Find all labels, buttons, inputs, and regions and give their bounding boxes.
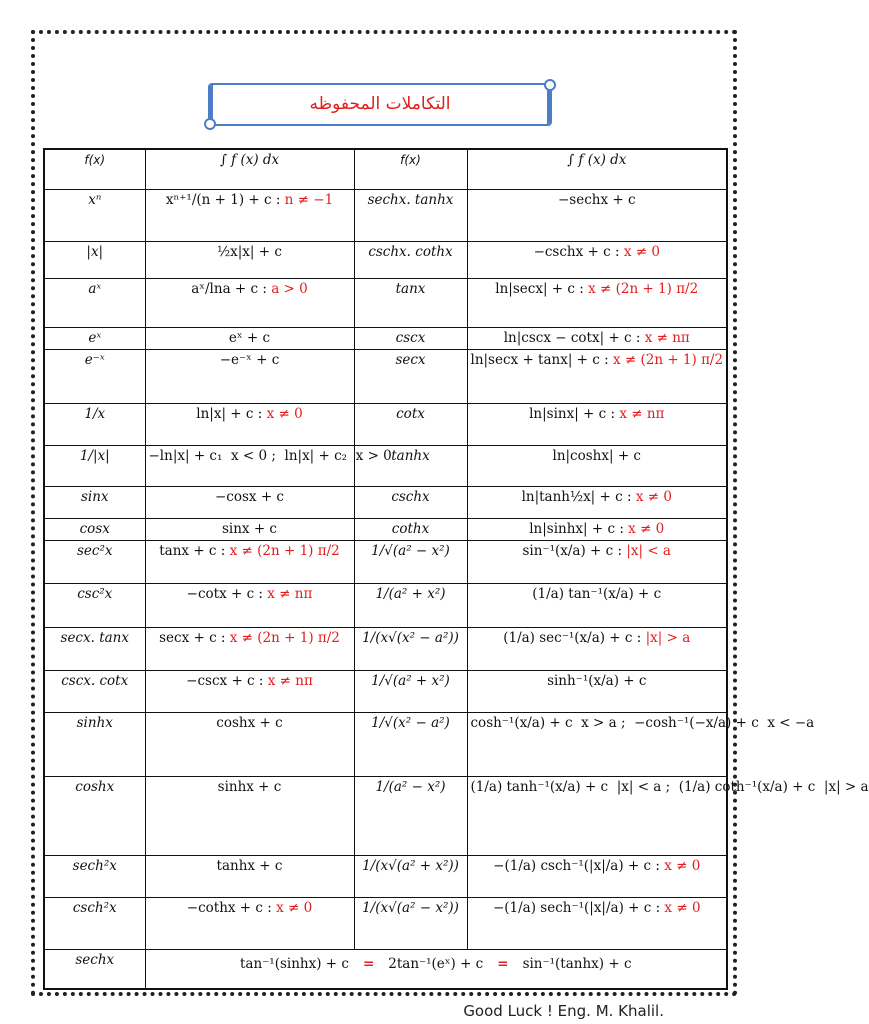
integral-cell <box>145 349 354 403</box>
header-row <box>44 149 727 189</box>
result-text: ln|secx| + c : <box>495 280 584 297</box>
condition-text: |x| < a <box>622 542 671 559</box>
result-text: sinhx + c <box>217 778 282 795</box>
function-cell <box>354 776 467 855</box>
function-cell <box>44 776 145 855</box>
function-cell <box>44 327 145 349</box>
integral-cell <box>467 241 727 278</box>
condition-text: x ≠ 0 <box>631 488 672 505</box>
function-cell <box>44 583 145 627</box>
integral-cell <box>145 327 354 349</box>
integral-cell <box>467 540 727 583</box>
table-row <box>44 670 727 712</box>
scroll-curl-right <box>544 79 556 91</box>
condition-text: x ≠ 0 <box>271 899 313 916</box>
function-text: cosx <box>79 520 110 537</box>
table-row <box>44 241 727 278</box>
equals-sign: = <box>362 955 375 972</box>
header-fx-1: f(x) <box>44 149 145 189</box>
function-cell <box>354 670 467 712</box>
result-text: ½x|x| + c <box>217 243 282 260</box>
table-row <box>44 627 727 670</box>
function-text: 1/√(a² − x²) <box>371 542 450 559</box>
result-text: tanhx + c <box>216 857 283 874</box>
result-text: −cotx + c : <box>186 585 263 602</box>
condition-text: x ≠ nπ <box>262 585 313 602</box>
function-cell <box>44 241 145 278</box>
integral-cell <box>467 776 869 855</box>
header-integral-1: ∫ f (x) dx <box>145 149 354 189</box>
function-cell <box>354 855 467 897</box>
function-cell <box>354 897 467 949</box>
condition-text: x ≠ (2n + 1) π/2 <box>225 542 340 559</box>
function-text: csc²x <box>77 585 113 602</box>
result-text: −(1/a) csch⁻¹(|x|/a) + c : <box>493 857 660 874</box>
table-row <box>44 855 727 897</box>
integral-cell <box>467 189 727 241</box>
table-row-last <box>44 949 727 989</box>
function-text: aˣ <box>88 280 102 297</box>
function-text: 1/|x| <box>79 447 110 464</box>
condition-text: a > 0 <box>266 280 308 297</box>
result-text: −sechx + c <box>557 191 636 208</box>
result-text: coshx + c <box>216 714 283 731</box>
function-text: cscx. cotx <box>61 672 129 689</box>
condition-text: x ≠ (2n + 1) π/2 <box>583 280 699 297</box>
title-banner <box>208 83 552 126</box>
function-text: 1/(a² + x²) <box>375 585 446 602</box>
result-text: ln|cscx − cotx| + c : <box>503 329 641 346</box>
integral-cell <box>145 627 354 670</box>
integral-cell <box>467 403 727 445</box>
function-cell <box>354 189 467 241</box>
integral-cell <box>145 776 354 855</box>
condition-text: x ≠ 0 <box>262 405 303 422</box>
function-text: 1/x <box>84 405 106 422</box>
result-text: sin⁻¹(x/a) + c : <box>522 542 623 559</box>
function-cell <box>44 897 145 949</box>
function-text: cscx <box>395 329 426 346</box>
equivalent-form: sin⁻¹(tanhx) + c <box>522 955 632 972</box>
integral-cell <box>467 486 727 518</box>
table-row <box>44 189 727 241</box>
function-cell <box>44 486 145 518</box>
integral-cell-merged <box>145 949 727 989</box>
result-text: −cscx + c : <box>186 672 264 689</box>
function-text: csch²x <box>72 899 117 916</box>
function-text: 1/√(a² + x²) <box>371 672 450 689</box>
integral-cell <box>145 583 354 627</box>
function-text: cothx <box>391 520 430 537</box>
table-row <box>44 278 727 327</box>
function-cell <box>44 670 145 712</box>
integral-cell <box>467 583 727 627</box>
result-text: −(1/a) sech⁻¹(|x|/a) + c : <box>492 899 661 916</box>
integral-cell <box>467 518 727 540</box>
function-text: 1/√(x² − a²) <box>371 714 450 731</box>
table-row <box>44 583 727 627</box>
function-text: xⁿ <box>88 191 102 208</box>
function-text: 1/(x√(a² − x²)) <box>362 899 459 916</box>
result-text: ln|secx + tanx| + c : <box>470 351 609 368</box>
result-text: −cschx + c : <box>533 243 620 260</box>
function-cell <box>44 540 145 583</box>
condition-text: x ≠ nπ <box>615 405 665 422</box>
condition-text: |x| > a <box>641 629 691 646</box>
function-text: 1/(a² − x²) <box>375 778 446 795</box>
scroll-curl-left <box>204 118 216 130</box>
integral-cell <box>467 855 727 897</box>
function-cell <box>354 403 467 445</box>
result-text: aˣ/lna + c : <box>191 280 267 297</box>
table-row <box>44 403 727 445</box>
function-cell <box>44 403 145 445</box>
result-text: secx + c : <box>159 629 226 646</box>
table-row <box>44 327 727 349</box>
function-cell <box>44 189 145 241</box>
function-cell <box>354 540 467 583</box>
function-text: cotx <box>396 405 425 422</box>
function-text: secx <box>395 351 426 368</box>
table-row <box>44 445 727 486</box>
footer-signature: Good Luck ! Eng. M. Khalil. <box>463 1002 664 1020</box>
result-text: ln|coshx| + c <box>552 447 641 464</box>
integral-cell <box>145 897 354 949</box>
function-text: |x| <box>86 243 104 260</box>
result-text: ln|sinhx| + c : <box>529 520 624 537</box>
result-text: (1/a) tan⁻¹(x/a) + c <box>532 585 662 602</box>
function-cell: sechx <box>44 949 145 989</box>
table-row <box>44 776 727 855</box>
function-cell <box>354 712 467 776</box>
result-text: xⁿ⁺¹/(n + 1) + c : <box>165 191 281 208</box>
function-cell <box>354 583 467 627</box>
integral-cell <box>467 897 727 949</box>
function-text: sinhx <box>76 714 113 731</box>
result-text: (1/a) tanh⁻¹(x/a) + c |x| < a ; (1/a) coth⁻¹(x/a) + c |x| > a <box>470 778 869 795</box>
function-text: e⁻ˣ <box>84 351 105 368</box>
result-text: sinx + c <box>221 520 277 537</box>
table-row <box>44 349 727 403</box>
header-fx-2: f(x) <box>354 149 467 189</box>
result-text: ln|tanh½x| + c : <box>521 488 632 505</box>
function-cell <box>354 486 467 518</box>
header-integral-2: ∫ f (x) dx <box>467 149 727 189</box>
table-row <box>44 540 727 583</box>
integral-cell <box>145 486 354 518</box>
function-text: sinx <box>80 488 109 505</box>
integral-cell <box>467 445 727 486</box>
equivalent-form: tan⁻¹(sinhx) + c <box>239 955 349 972</box>
result-text: ln|x| + c : <box>196 405 263 422</box>
condition-text: n ≠ −1 <box>280 191 334 208</box>
integral-cell <box>145 855 354 897</box>
function-cell <box>44 627 145 670</box>
integral-cell <box>467 627 727 670</box>
function-cell <box>44 855 145 897</box>
result-text: (1/a) sec⁻¹(x/a) + c : <box>503 629 642 646</box>
result-text: −cosx + c <box>215 488 284 505</box>
integral-cell <box>145 518 354 540</box>
function-cell <box>44 712 145 776</box>
function-cell <box>44 349 145 403</box>
function-text: 1/(x√(x² − a²)) <box>362 629 459 646</box>
integral-cell <box>467 349 727 403</box>
integrals-table <box>43 148 869 990</box>
integral-cell <box>145 445 392 486</box>
integral-cell <box>145 241 354 278</box>
condition-text: x ≠ 0 <box>619 243 660 260</box>
integral-cell <box>145 670 354 712</box>
integral-cell <box>467 278 727 327</box>
function-text: secx. tanx <box>60 629 129 646</box>
table-row <box>44 518 727 540</box>
function-text: coshx <box>75 778 115 795</box>
integral-cell <box>145 278 354 327</box>
function-text: sec²x <box>76 542 113 559</box>
function-cell <box>354 241 467 278</box>
result-text: −ln|x| + c₁ x < 0 ; ln|x| + c₂ x > 0 <box>148 447 392 464</box>
integral-cell <box>145 540 354 583</box>
condition-text: x ≠ (2n + 1) π/2 <box>608 351 724 368</box>
integral-cell <box>467 670 727 712</box>
condition-text: x ≠ 0 <box>659 857 701 874</box>
table-row <box>44 486 727 518</box>
function-cell <box>354 349 467 403</box>
function-text: 1/(x√(a² + x²)) <box>362 857 459 874</box>
function-cell <box>44 278 145 327</box>
function-cell <box>44 445 145 486</box>
table-row <box>44 897 727 949</box>
integral-cell <box>145 403 354 445</box>
integral-cell <box>145 189 354 241</box>
result-text: sinh⁻¹(x/a) + c <box>547 672 647 689</box>
function-text: cschx <box>391 488 430 505</box>
integral-cell <box>467 327 727 349</box>
result-text: −e⁻ˣ + c <box>219 351 280 368</box>
condition-text: x ≠ nπ <box>263 672 313 689</box>
integral-cell <box>145 712 354 776</box>
function-text: eˣ <box>88 329 102 346</box>
result-text: eˣ + c <box>228 329 271 346</box>
condition-text: x ≠ 0 <box>623 520 665 537</box>
function-cell <box>354 327 467 349</box>
function-text: sech²x <box>72 857 117 874</box>
condition-text: x ≠ 0 <box>660 899 701 916</box>
result-text: tanx + c : <box>159 542 226 559</box>
result-text: cosh⁻¹(x/a) + c x > a ; −cosh⁻¹(−x/a) + c x < −a <box>470 714 815 731</box>
table-row <box>44 712 727 776</box>
function-text: sechx. tanhx <box>367 191 454 208</box>
condition-text: x ≠ nπ <box>640 329 690 346</box>
page-title: التكاملات المحفوظه <box>309 94 451 114</box>
integral-cell <box>467 712 815 776</box>
function-cell <box>354 518 467 540</box>
function-text: tanhx <box>391 447 430 464</box>
condition-text: x ≠ (2n + 1) π/2 <box>225 629 340 646</box>
function-text: cschx. cothx <box>368 243 453 260</box>
equals-sign: = <box>497 955 509 972</box>
function-text: tanx <box>395 280 426 297</box>
function-cell <box>354 627 467 670</box>
result-text: ln|sinx| + c : <box>529 405 616 422</box>
function-cell <box>44 518 145 540</box>
function-cell <box>354 278 467 327</box>
result-text: −cothx + c : <box>186 899 272 916</box>
equivalent-form: 2tan⁻¹(eˣ) + c <box>388 955 484 972</box>
